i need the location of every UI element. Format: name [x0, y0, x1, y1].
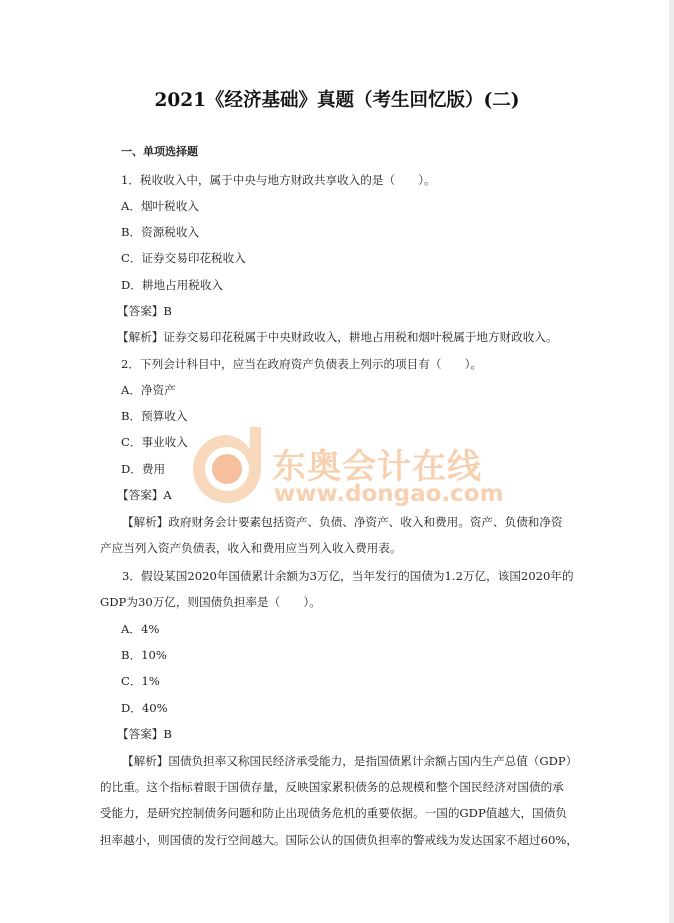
text-line: 【答案】A	[117, 488, 172, 502]
text-line: 担率越小，则国债的发行空间越大。国际公认的国债负担率的警戒线为发达国家不超过60%，	[100, 833, 578, 847]
text-line: 受能力，是研究控制债务问题和防止出现债务危机的重要依据。一国的GDP值越大，国债负	[100, 806, 567, 820]
text-line: C．事业收入	[121, 435, 188, 449]
text-line: 1．税收收入中，属于中央与地方财政共享收入的是（ ）。	[121, 173, 436, 187]
text-line: A．净资产	[121, 383, 176, 397]
watermark-name: 东奥会计在线	[272, 447, 482, 487]
text-line: B．资源税收入	[121, 225, 200, 239]
text-line: D．耕地占用税收入	[121, 278, 224, 292]
text-line: 3．假设某国2020年国债累计余额为3万亿，当年发行的国债为1.2万亿，该国2020年的	[122, 569, 574, 583]
text-line: 2．下列会计科目中，应当在政府资产负债表上列示的项目有（ ）。	[121, 357, 482, 371]
text-line: 【答案】B	[117, 727, 172, 741]
text-line: A．4%	[121, 622, 160, 636]
page-title: 2021《经济基础》真题（考生回忆版）(二)	[154, 90, 520, 111]
text-line: 的比重。这个指标着眼于国债存量，反映国家累积债务的总规模和整个国民经济对国债的承	[100, 780, 564, 794]
text-line: A．烟叶税收入	[121, 199, 199, 213]
text-line: D．40%	[121, 701, 168, 715]
watermark	[180, 425, 504, 525]
section-heading: 一、单项选择题	[121, 145, 198, 158]
text-line: 【解析】证券交易印花税属于中央财政收入，耕地占用税和烟叶税属于地方财政收入。	[117, 330, 558, 344]
text-line: 产应当列入资产负债表，收入和费用应当列入收入费用表。	[100, 541, 402, 555]
text-line: B．预算收入	[121, 409, 188, 423]
page-edge	[669, 0, 674, 923]
text-line: C．证券交易印花税收入	[121, 251, 246, 265]
text-line: 【解析】政府财务会计要素包括资产、负债、净资产、收入和费用。资产、负债和净资	[122, 515, 563, 529]
text-line: 【解析】国债负担率又称国民经济承受能力，是指国债累计余额占国内生产总值（GDP）	[122, 754, 578, 768]
text-line: GDP为30万亿，则国债负担率是（ ）。	[100, 595, 321, 609]
text-line: 【答案】B	[117, 304, 172, 318]
text-line: B．10%	[121, 648, 167, 662]
text-line: C．1%	[121, 674, 160, 688]
text-line: D．费用	[121, 462, 166, 476]
dongao-logo-icon	[188, 425, 266, 509]
watermark-url: www.dongao.com	[274, 481, 504, 507]
